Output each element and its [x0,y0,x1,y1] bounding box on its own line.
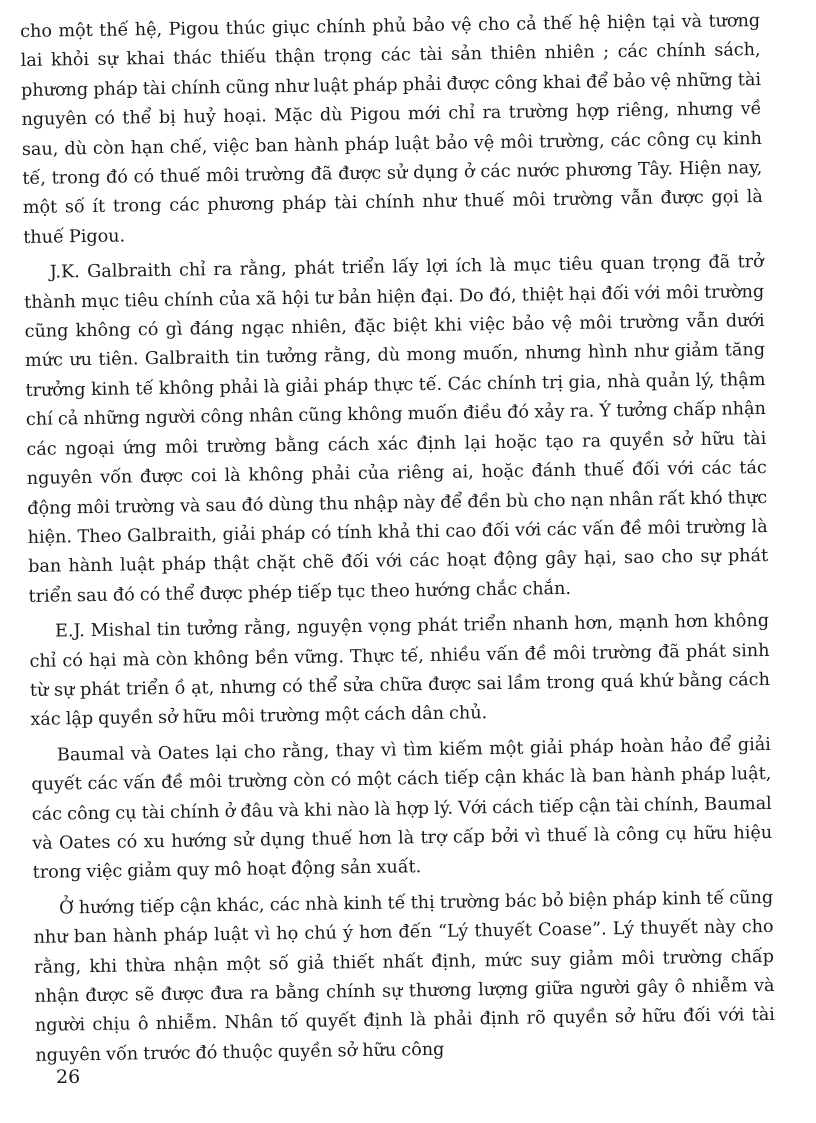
paragraph-baumal-oates: Baumal và Oates lại cho rằng, thay vì tìm kiếm một giải pháp hoàn hảo để giải quyết các vấn đề môi trường còn có một cách tiếp cận khác là ban hành pháp luật, các công cụ tài chính ở đâu và khi nào là hợp lý. Với cách tiếp cận tài chính, Baumal và Oates có xu hướng sử dụng thuế hơn là trợ cấp bởi vì thuế là công cụ hữu hiệu trong việc giảm quy mô hoạt động sản xuất. [31,734,773,884]
paragraph-pigou: cho một thế hệ, Pigou thúc giục chính phủ bảo vệ cho cả thế hệ hiện tại và tương lai khỏi sự khai thác thiếu thận trọng các tài sản thiên nhiên ; các chính sách, phương pháp tài chính cũng như luật pháp phải được công khai để bảo vệ những tài nguyên có thể bị huỷ hoại. Mặc dù Pigou mới chỉ ra trường hợp riêng, nhưng về sau, dù còn hạn chế, việc ban hành pháp luật bảo vệ môi trường, các công cụ kinh tế, trong đó có thuế môi trường đã được sử dụng ở các nước phương Tây. Hiện nay, một số ít trong các phương pháp tài chính như thuế môi trường vẫn được gọi là thuế Pigou. [20,11,763,248]
body-text [20,7,776,1077]
paragraph-mishal: E.J. Mishal tin tưởng rằng, nguyện vọng phát triển nhanh hơn, mạnh hơn không chỉ có hại mà còn không bền vững. Thực tế, nhiều vấn đề môi trường đã phát sinh từ sự phát triển ồ ạt, nhưng có thể sửa chữa được sai lầm trong quá khứ bằng cách xác lập quyền sở hữu môi trường một cách dân chủ. [29,611,771,731]
paragraph-coase: Ở hướng tiếp cận khác, các nhà kinh tế thị trường bác bỏ biện pháp kinh tế cũng như ban hành pháp luật vì họ chú ý hơn đến “Lý thuyết Coase”. Lý thuyết này cho rằng, khi thừa nhận một số giả thiết nhất định, mức suy giảm môi trường chấp nhận được sẽ được đưa ra bằng chính sự thương lượng giữa người gây ô nhiễm và người chịu ô nhiễm. Nhân tố quyết định là phải định rõ quyền sở hữu đối với tài nguyên vốn trước đó thuộc quyền sở hữu công [33,887,776,1066]
paragraph-galbraith: J.K. Galbraith chỉ ra rằng, phát triển lấy lợi ích là mục tiêu quan trọng đã trở thành mục tiêu chính của xã hội tư bản hiện đại. Do đó, thiệt hại đối với môi trường cũng không có gì đáng ngạc nhiên, đặc biệt khi việc bảo vệ môi trường vẫn dưới mức ưu tiên. Galbraith tin tưởng rằng, dù mong muốn, nhưng hình như giảm tăng trưởng kinh tế không phải là giải pháp thực tế. Các chính trị gia, nhà quản lý, thậm chí cả những người công nhân cũng không muốn điều đó xảy ra. Ý tưởng chấp nhận các ngoại ứng môi trường bằng cách xác định lại hoặc tạo ra quyền sở hữu tài nguyên vốn được coi là không phải của riêng ai, hoặc đánh thuế đối với các tác động môi trường và sau đó dùng thu nhập này để đền bù cho nạn nhân rất khó thực hiện. Theo Galbraith, giải pháp có tính khả thi cao đối với các vấn đề môi trường là ban hành luật pháp thật chặt chẽ đối với các hoạt động gây hại, sao cho sự phát triển sau đó có thể được phép tiếp tục theo hướng chắc chắn. [24,252,769,607]
page-number: 26 [56,1066,81,1088]
